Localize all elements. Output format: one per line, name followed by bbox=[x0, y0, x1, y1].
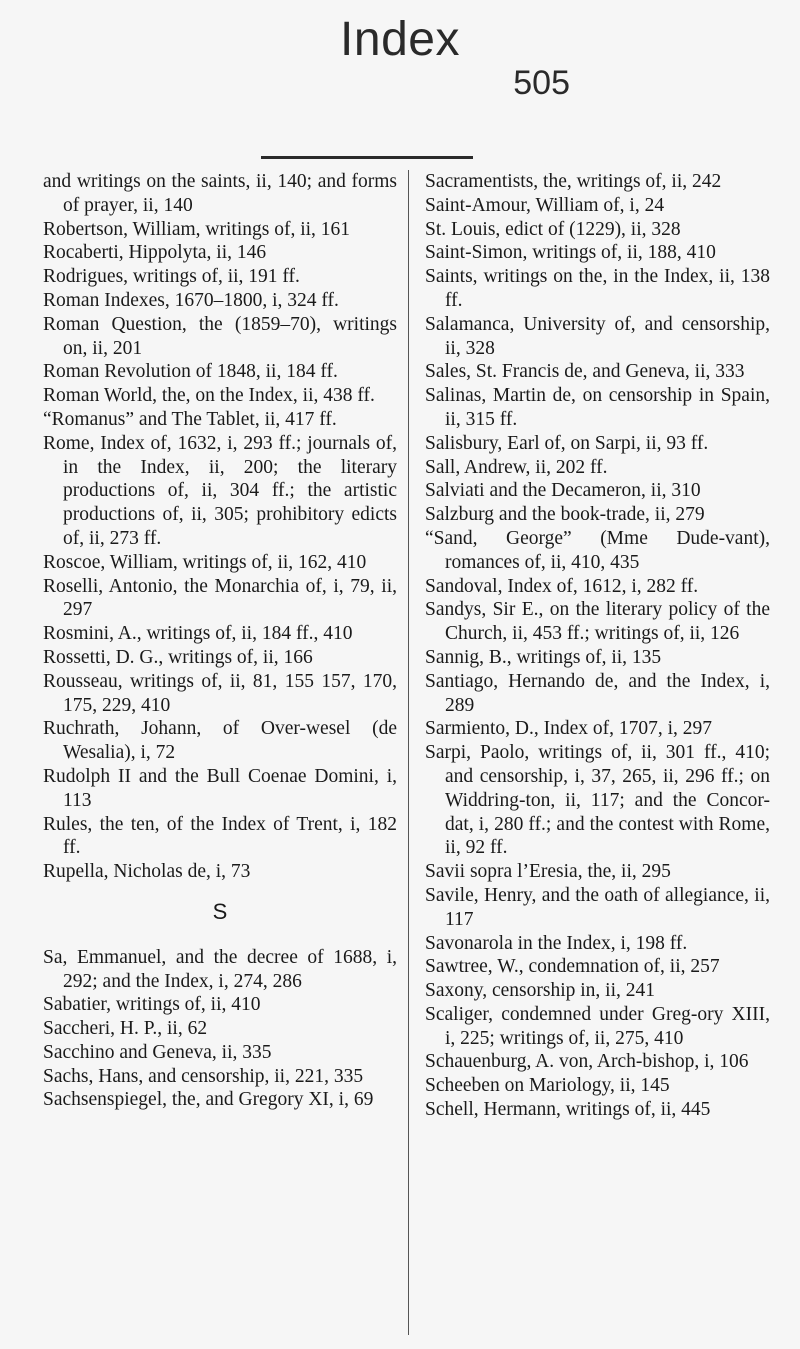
index-entry: Sall, Andrew, ii, 202 ff. bbox=[425, 456, 608, 478]
index-entry: Rocaberti, Hippolyta, ii, 146 bbox=[43, 242, 267, 264]
index-entry: Sacchino and Geneva, ii, 335 bbox=[43, 1041, 272, 1063]
index-entry: Sarpi, Paolo, writings of, ii, 301 ff., 410; and censorship, i, 37, 265, ii, 296 ff.; on Widdring-ton, ii, 117; and the Concor-dat, i, 280 ff.; and the contest with Rome, ii, 92 ff. bbox=[425, 742, 770, 859]
index-entry: Sales, St. Francis de, and Geneva, ii, 333 bbox=[425, 361, 745, 383]
index-entry: Rousseau, writings of, ii, 81, 155 157, 170, 175, 229, 410 bbox=[43, 670, 397, 716]
index-entry: Sarmiento, D., Index of, 1707, i, 297 bbox=[425, 718, 713, 740]
page-title: Index bbox=[340, 13, 460, 66]
column-divider bbox=[408, 170, 409, 1335]
index-entry: Rosmini, A., writings of, ii, 184 ff., 410 bbox=[43, 623, 353, 645]
index-entry: Roscoe, William, writings of, ii, 162, 410 bbox=[43, 551, 367, 573]
index-entry: Santiago, Hernando de, and the Index, i, 289 bbox=[425, 670, 770, 716]
index-entry: Salviati and the Decameron, ii, 310 bbox=[425, 480, 701, 502]
index-entry: Roman World, the, on the Index, ii, 438 ff. bbox=[43, 385, 375, 407]
index-entry: Saint-Simon, writings of, ii, 188, 410 bbox=[425, 242, 716, 264]
index-entry: Rome, Index of, 1632, i, 293 ff.; journals of, in the Index, ii, 200; the literary productions of, ii, 304 ff.; the artistic productions of, ii, 305; prohibitory edicts of, ii, 273 ff. bbox=[43, 432, 397, 549]
index-entry: Saint-Amour, William of, i, 24 bbox=[425, 194, 665, 216]
index-entry: Rodrigues, writings of, ii, 191 ff. bbox=[43, 266, 300, 288]
index-entry: Salisbury, Earl of, on Sarpi, ii, 93 ff. bbox=[425, 432, 709, 454]
index-entry: Ruchrath, Johann, of Over-wesel (de Wesalia), i, 72 bbox=[43, 718, 397, 764]
index-entry: Schell, Hermann, writings of, ii, 445 bbox=[425, 1099, 711, 1121]
index-entry: Sabatier, writings of, ii, 410 bbox=[43, 994, 261, 1016]
index-entry: Roman Revolution of 1848, ii, 184 ff. bbox=[43, 361, 338, 383]
index-entry: Schauenburg, A. von, Arch-bishop, i, 106 bbox=[425, 1051, 749, 1073]
index-entry: Rules, the ten, of the Index of Trent, i, 182 ff. bbox=[43, 813, 397, 859]
page-number: 505 bbox=[513, 64, 570, 102]
index-entry: “Romanus” and The Tablet, ii, 417 ff. bbox=[43, 408, 337, 430]
index-entry: Rossetti, D. G., writings of, ii, 166 bbox=[43, 646, 313, 668]
index-entry: Sannig, B., writings of, ii, 135 bbox=[425, 646, 662, 668]
index-entry: St. Louis, edict of (1229), ii, 328 bbox=[425, 218, 681, 240]
index-entry: Roselli, Antonio, the Monarchia of, i, 79, ii, 297 bbox=[43, 575, 397, 621]
index-entry: Sa, Emmanuel, and the decree of 1688, i, 292; and the Index, i, 274, 286 bbox=[43, 946, 397, 992]
index-entry: Robertson, William, writings of, ii, 161 bbox=[43, 218, 351, 240]
index-entry: Roman Indexes, 1670–1800, i, 324 ff. bbox=[43, 289, 339, 311]
index-entry: Sawtree, W., condemnation of, ii, 257 bbox=[425, 956, 720, 978]
section-letter: S bbox=[212, 898, 228, 924]
page-header bbox=[0, 0, 800, 150]
index-entry: Salinas, Martin de, on censorship in Spain, ii, 315 ff. bbox=[425, 385, 770, 430]
index-entry: Sandoval, Index of, 1612, i, 282 ff. bbox=[425, 575, 699, 597]
index-entry: Saccheri, H. P., ii, 62 bbox=[43, 1018, 208, 1040]
index-column-left bbox=[43, 170, 397, 1112]
index-entry: Savonarola in the Index, i, 198 ff. bbox=[425, 932, 688, 954]
index-entry: Rudolph II and the Bull Coenae Domini, i, 113 bbox=[43, 765, 397, 811]
index-entry: Salamanca, University of, and censorship, ii, 328 bbox=[425, 313, 770, 359]
index-column-right bbox=[425, 170, 770, 1122]
index-entry: Sachsenspiegel, the, and Gregory XI, i, 69 bbox=[43, 1089, 374, 1111]
index-entry: Sachs, Hans, and censorship, ii, 221, 335 bbox=[43, 1065, 364, 1087]
index-entry: Sandys, Sir E., on the literary policy of the Church, ii, 453 ff.; writings of, ii, 126 bbox=[425, 599, 770, 645]
index-entry: Roman Question, the (1859–70), writings on, ii, 201 bbox=[43, 313, 397, 359]
index-entry: Salzburg and the book-trade, ii, 279 bbox=[425, 504, 705, 526]
index-entry: Savile, Henry, and the oath of allegiance, ii, 117 bbox=[425, 884, 770, 930]
index-entry: Savii sopra l’Eresia, the, ii, 295 bbox=[425, 861, 671, 883]
index-entry: Scaliger, condemned under Greg-ory XIII, i, 225; writings of, ii, 275, 410 bbox=[425, 1003, 770, 1049]
index-entry: Scheeben on Mariology, ii, 145 bbox=[425, 1075, 670, 1097]
index-entry: “Sand, George” (Mme Dude-vant), romances of, ii, 410, 435 bbox=[425, 527, 770, 573]
index-entry: Sacramentists, the, writings of, ii, 242 bbox=[425, 171, 722, 192]
index-entry: Saxony, censorship in, ii, 241 bbox=[425, 980, 656, 1002]
header-rule bbox=[261, 156, 473, 159]
index-entry: Rupella, Nicholas de, i, 73 bbox=[43, 861, 251, 883]
index-entry: and writings on the saints, ii, 140; and forms of prayer, ii, 140 bbox=[43, 171, 397, 216]
index-entry: Saints, writings on the, in the Index, ii, 138 ff. bbox=[425, 266, 770, 311]
